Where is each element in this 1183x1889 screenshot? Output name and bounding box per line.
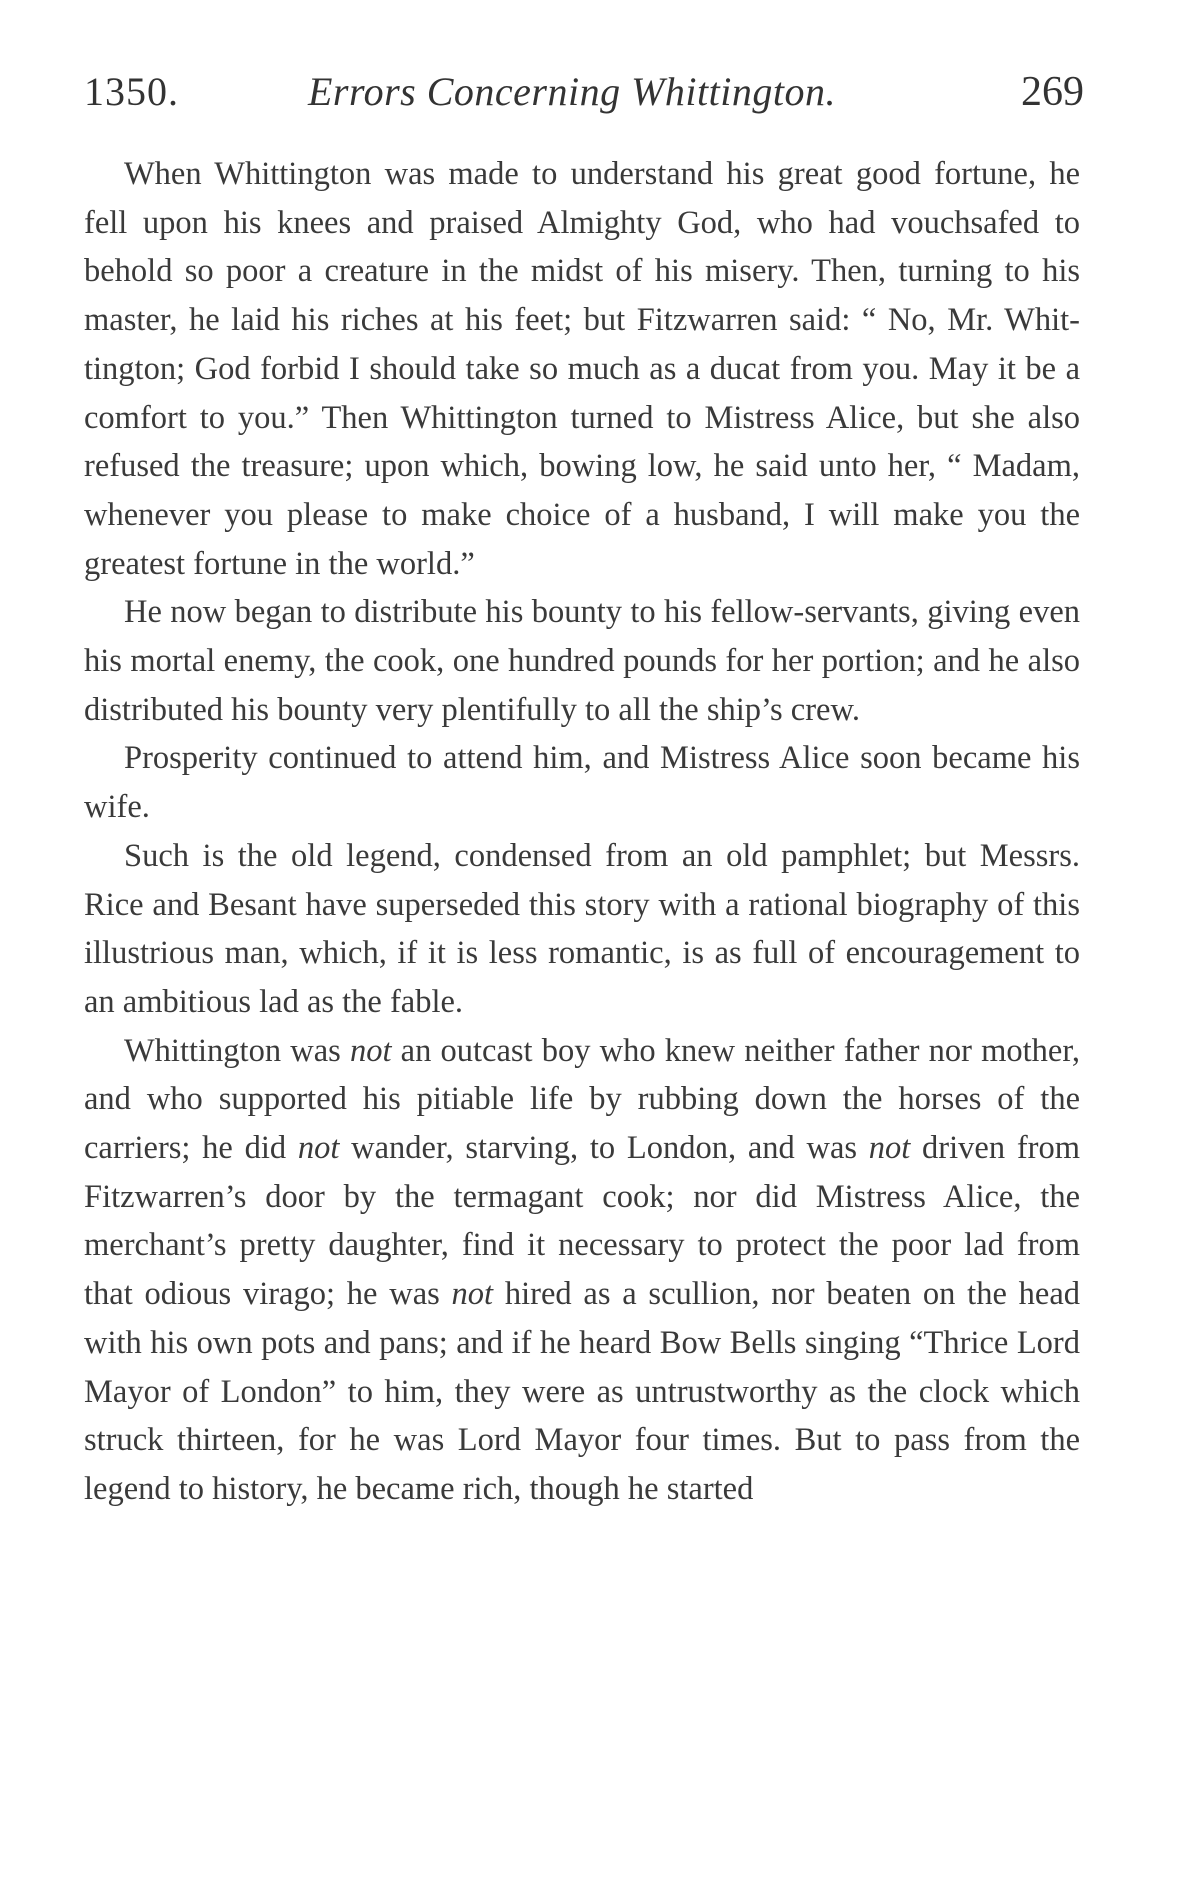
paragraph-text: Prosperity continued to attend him, and Mistress Alice soon became his wife. (84, 740, 1080, 826)
paragraph-text: an outcast boy who knew neither father nor mother, and who supported his pitiable life by rubbing down the horses of the carriers; he did (84, 1032, 1081, 1167)
emphasis-not: not (451, 1276, 494, 1313)
emphasis-not: not (349, 1032, 392, 1069)
paragraph-text: wander, starving, to London, and was (339, 1130, 869, 1167)
paragraph-text: hired as a scullion, nor beaten on the head with his own pots and pans; and if he heard Bow Bells singing “Thrice Lord Mayor of London” to him, they were as untrustworthy as the clock which struck thirteen, for he was Lord Mayor four times. But to pass from the legend to history, he became rich, though he started (84, 1276, 1081, 1507)
running-head-year: 1350. (84, 69, 179, 114)
paragraph (84, 150, 1080, 588)
paragraph-text: Such is the old legend, condensed from an old pamphlet; but Messrs. Rice and Besant have superseded this story with a rational biography of this illustrious man, which, if it is less romantic, is as full of encouragement to an ambitious lad as the fable. (84, 837, 1080, 1020)
body-text (84, 150, 1080, 1514)
paragraph (84, 588, 1080, 734)
page-number: 269 (1021, 69, 1084, 115)
running-head-title: Errors Concerning Whittington. (308, 69, 836, 114)
paragraph-text: When Whittington was made to understand his great good fortune, he fell upon his knees and praised Almighty God, who had vouchsafed to behold so poor a creature in the midst of his misery. Then, turning to his master, he laid his riches at his feet; but Fitzwarren said: “ No, Mr. Whittington; God forbid I should take so much as a ducat from you. May it be a comfort to you.” Then Whittington turned to Mistress Alice, but she also refused the treasure; upon which, bowing low, he said unto her, “ Madam, whenever you please to make choice of a husband, I will make you the greatest fortune in the world.” (84, 156, 1080, 582)
paragraph (84, 734, 1080, 831)
paragraph (84, 832, 1080, 1027)
emphasis-not: not (297, 1130, 340, 1167)
paragraph-text: He now began to distribute his bounty to his fellow-servants, giving even his mortal enemy, the cook, one hundred pounds for her portion; and he also distributed his bounty very plentifully to all the ship’s crew. (84, 594, 1080, 728)
paragraph-text: driven from Fitzwarren’s door by the termagant cook; nor did Mistress Alice, the merchant’s pretty daughter, find it necessary to protect the poor lad from that odious virago; he was (84, 1130, 1080, 1313)
emphasis-not: not (868, 1130, 911, 1167)
paragraph-text: Whittington was (124, 1032, 350, 1069)
running-head (84, 62, 1084, 122)
paragraph (84, 1027, 1080, 1514)
